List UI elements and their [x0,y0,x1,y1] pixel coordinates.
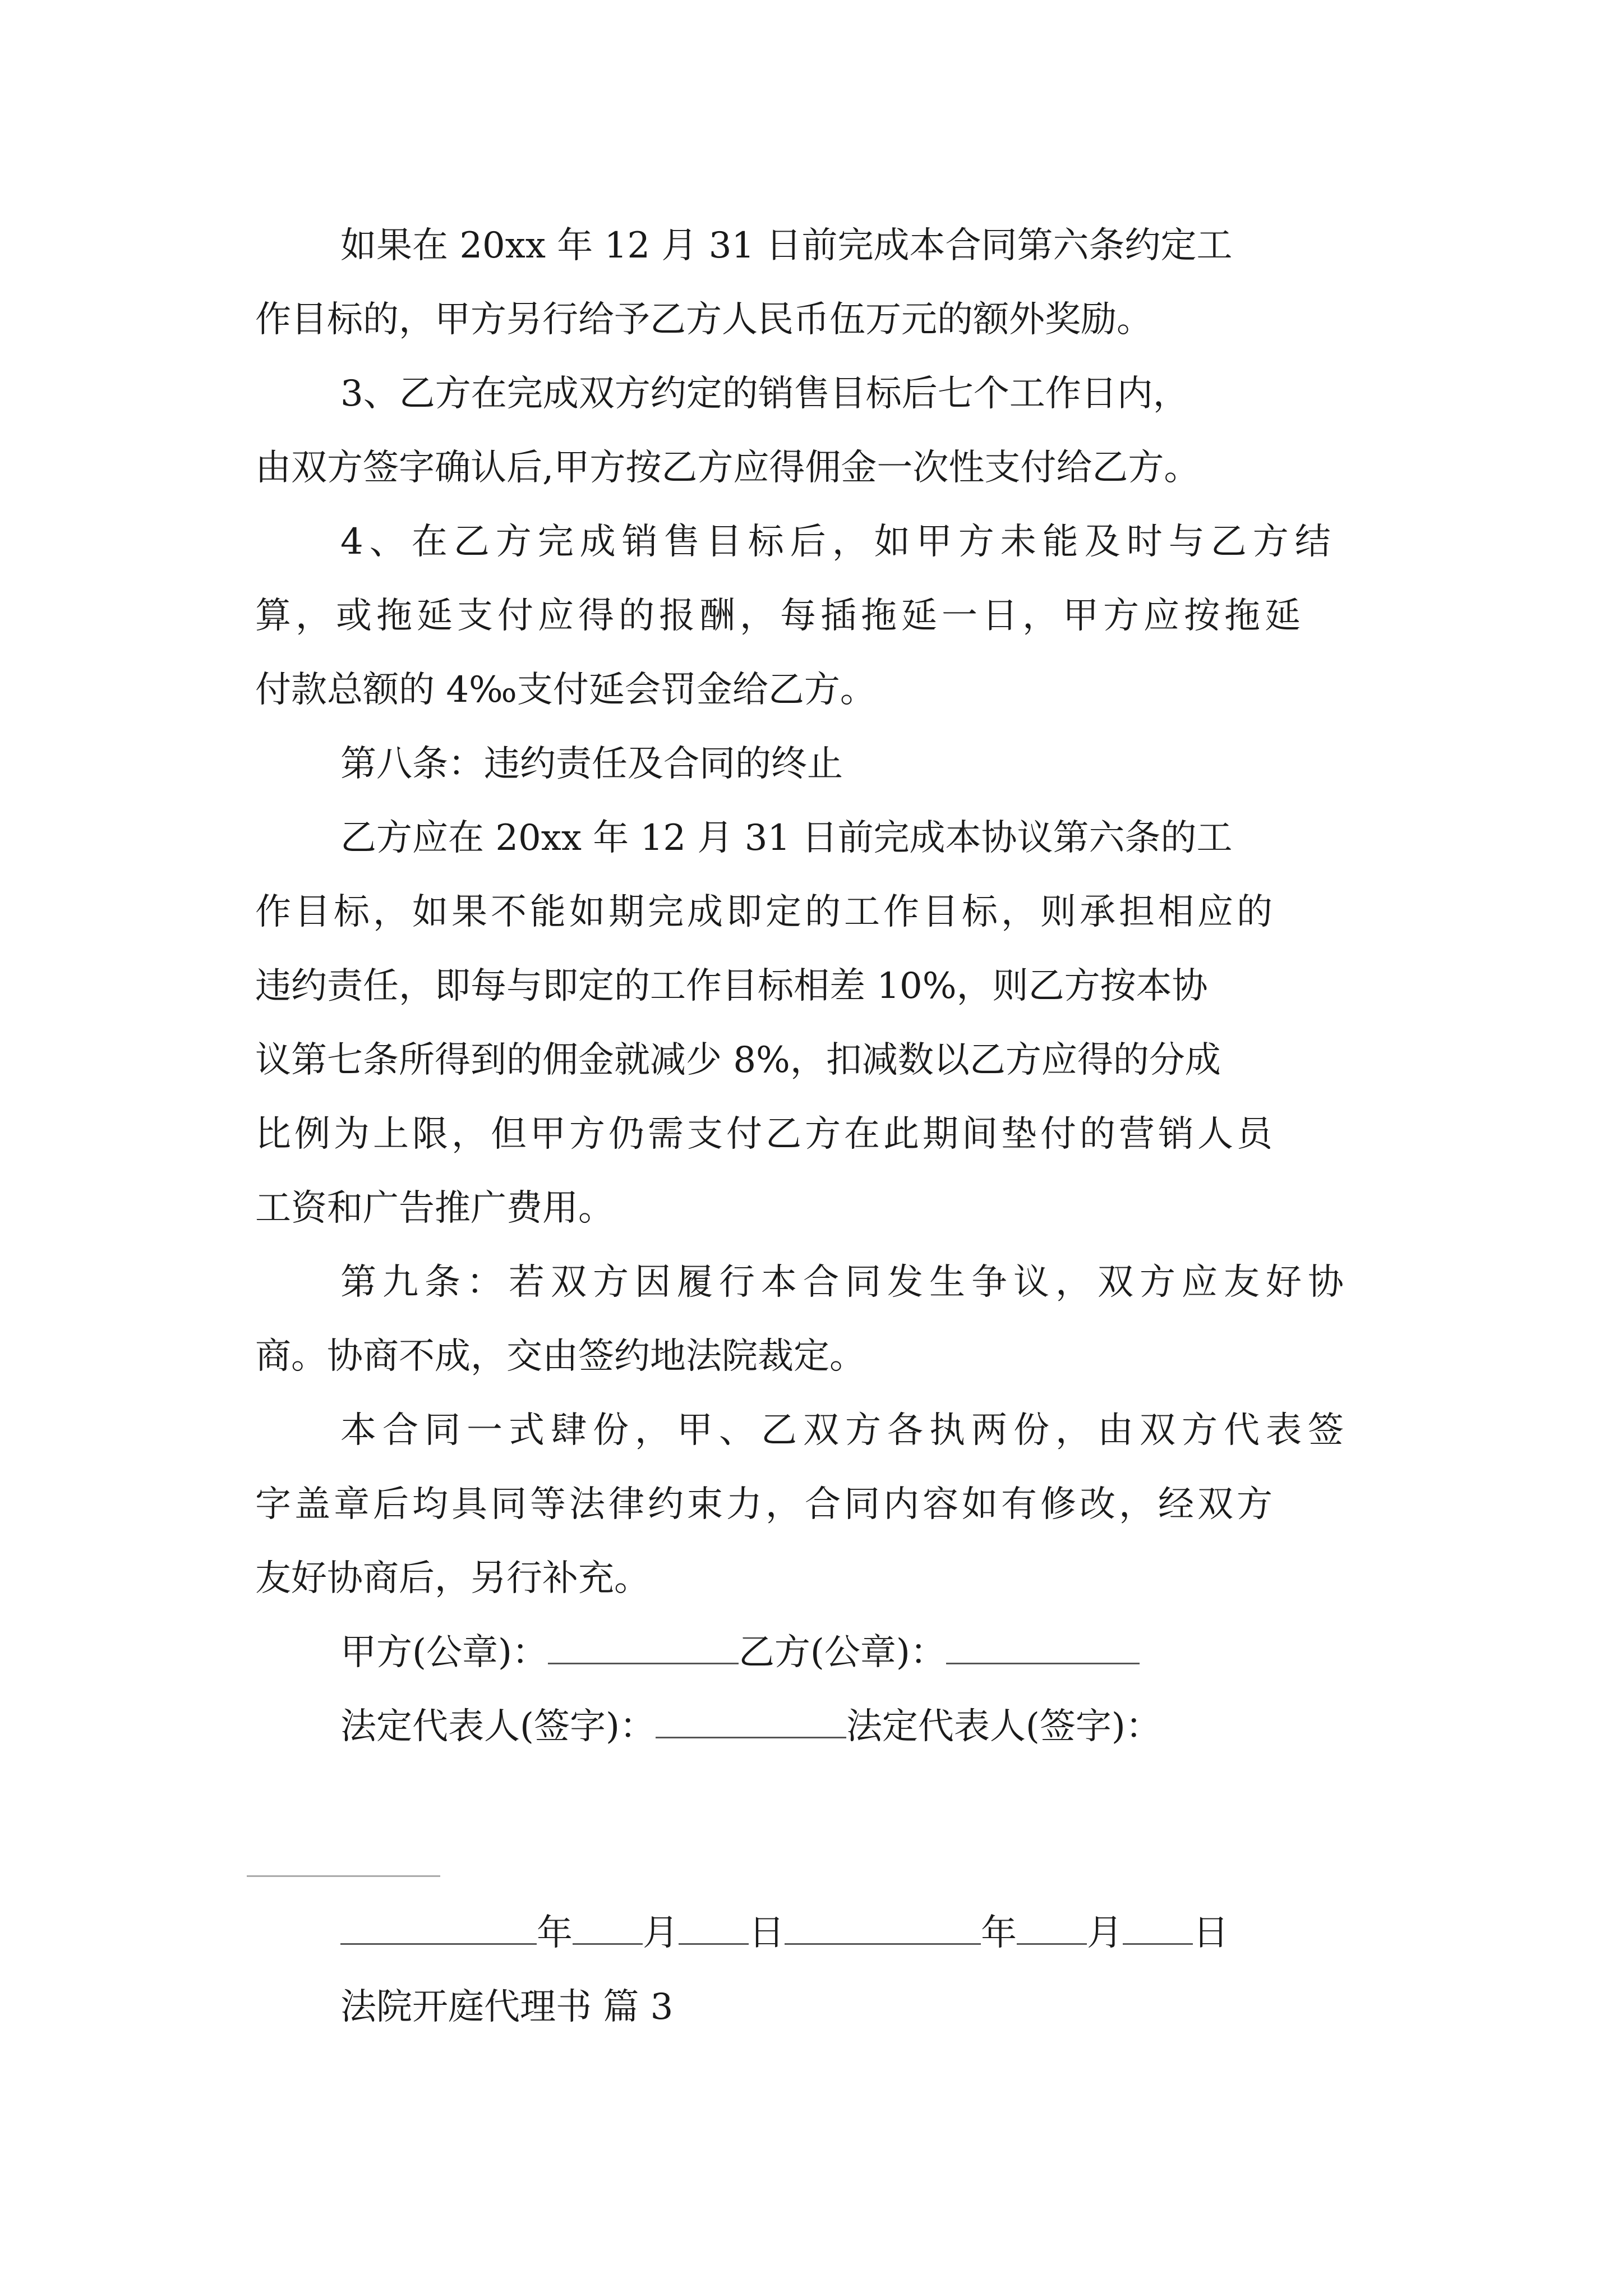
date-b-year-blank [785,1912,981,1945]
paragraph-line: 比例为上限，但甲方仍需支付乙方在此期间垫付的营销人员 [255,1114,1276,1155]
paragraph-line: 第九条：若双方因履行本合同发生争议，双方应友好协 [340,1262,1350,1303]
paragraph-line: 违约责任，即每与即定的工作目标相差 10%，则乙方按本协 [255,965,1208,1007]
party-a-seal-blank [548,1631,739,1664]
paragraph-line: 4、在乙方完成销售目标后，如甲方未能及时与乙方结 [340,521,1337,563]
month-label: 月 [643,1912,679,1954]
paragraph-line: 商。协商不成，交由签约地法院裁定。 [255,1336,865,1377]
paragraph-line: 由双方签字确认后,甲方按乙方应得佣金一次性支付给乙方。 [255,447,1200,489]
party-b-seal-blank [946,1631,1140,1664]
paragraph-line: 字盖章后均具同等法律约束力，合同内容如有修改，经双方 [255,1484,1276,1525]
paragraph-line: 作目标，如果不能如期完成即定的工作目标，则承担相应的 [255,891,1276,933]
rep-b-label: 法定代表人(签字)： [846,1706,1161,1747]
paragraph-line: 工资和广告推广费用。 [255,1188,614,1229]
paragraph-line: 作目标的，甲方另行给予乙方人民币伍万元的额外奖励。 [255,299,1152,341]
rep-a-blank [656,1705,846,1738]
date-a-month-blank [573,1912,643,1945]
date-a-day-blank [679,1912,749,1945]
rep-b-signature-line [247,1875,440,1877]
paragraph-line: 议第七条所得到的佣金就减少 8%，扣减数以乙方应得的分成 [255,1039,1221,1081]
paragraph-line: 友好协商后，另行补充。 [255,1558,650,1599]
month-label: 月 [1087,1912,1123,1954]
paragraph-line: 3、乙方在完成双方约定的销售目标后七个工作日内， [340,373,1189,415]
paragraph-line: 本合同一式肆份，甲、乙双方各执两份，由双方代表签 [340,1410,1350,1451]
year-label: 年 [981,1912,1017,1954]
day-label: 日 [1193,1912,1229,1954]
date-row [340,1911,1229,1955]
date-b-day-blank [1123,1912,1193,1945]
date-b-month-blank [1017,1912,1087,1945]
next-section-title: 法院开庭代理书 篇 3 [340,1986,674,2028]
seal-signature-row [340,1630,1140,1675]
date-a-year-blank [340,1912,537,1945]
representative-signature-row [340,1704,1161,1749]
party-a-seal-label: 甲方(公章)： [340,1632,548,1673]
paragraph-line: 乙方应在 20xx 年 12 月 31 日前完成本协议第六条的工 [340,817,1233,859]
section-heading: 第八条：违约责任及合同的终止 [340,743,843,785]
paragraph-line: 算，或拖延支付应得的报酬，每插拖延一日，甲方应按拖延 [255,595,1305,637]
party-b-seal-label: 乙方(公章)： [738,1632,946,1673]
paragraph-line: 如果在 20xx 年 12 月 31 日前完成本合同第六条约定工 [340,225,1233,266]
paragraph-line: 付款总额的 4‰支付延会罚金给乙方。 [255,669,876,711]
rep-a-label: 法定代表人(签字)： [340,1706,656,1747]
day-label: 日 [749,1912,785,1954]
year-label: 年 [537,1912,573,1954]
